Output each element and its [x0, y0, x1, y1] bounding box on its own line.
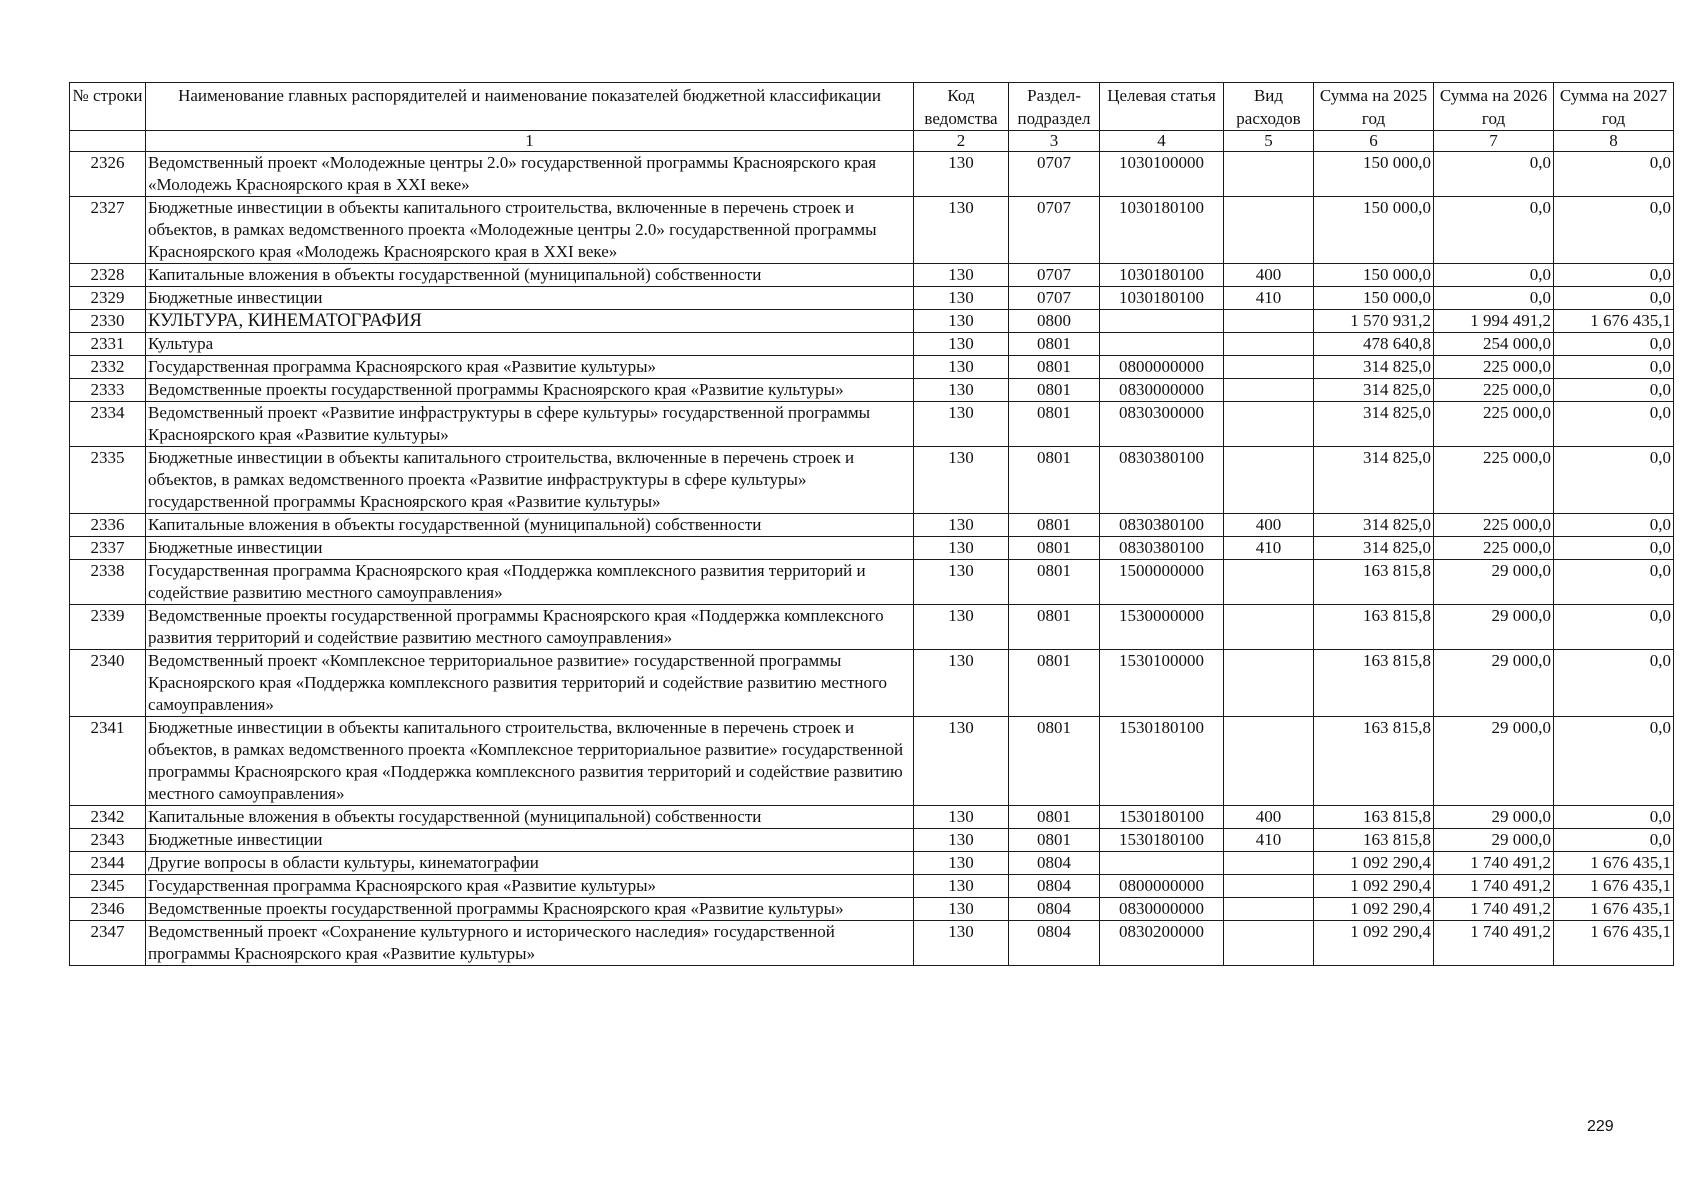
row-target-article: 0830380100 — [1100, 537, 1224, 560]
row-name: Капитальные вложения в объекты государственной (муниципальной) собственности — [146, 806, 914, 829]
row-sum-2025: 163 815,8 — [1314, 560, 1434, 605]
row-sum-2025: 314 825,0 — [1314, 447, 1434, 514]
header-name: Наименование главных распорядителей и наименование показателей бюджетной классификации — [146, 83, 914, 131]
row-number: 2333 — [70, 379, 146, 402]
row-number: 2334 — [70, 402, 146, 447]
row-number: 2342 — [70, 806, 146, 829]
row-target-article: 0830380100 — [1100, 514, 1224, 537]
row-section: 0801 — [1009, 605, 1100, 650]
row-dept-code: 130 — [914, 152, 1009, 197]
table-header — [70, 83, 1674, 152]
row-sum-2026: 29 000,0 — [1434, 829, 1554, 852]
row-sum-2025: 314 825,0 — [1314, 402, 1434, 447]
row-number: 2326 — [70, 152, 146, 197]
row-number: 2331 — [70, 333, 146, 356]
row-name: Бюджетные инвестиции — [146, 829, 914, 852]
row-target-article: 1530000000 — [1100, 605, 1224, 650]
row-sum-2027: 0,0 — [1554, 605, 1674, 650]
row-section: 0801 — [1009, 402, 1100, 447]
row-section: 0801 — [1009, 514, 1100, 537]
row-sum-2026: 1 740 491,2 — [1434, 875, 1554, 898]
row-sum-2025: 163 815,8 — [1314, 650, 1434, 717]
row-name: Бюджетные инвестиции — [146, 537, 914, 560]
row-name: Культура — [146, 333, 914, 356]
row-target-article: 1030180100 — [1100, 287, 1224, 310]
header-sum-2027: Сумма на 2027 год — [1554, 83, 1674, 131]
row-sum-2027: 0,0 — [1554, 650, 1674, 717]
row-target-article: 1530180100 — [1100, 806, 1224, 829]
row-expense-type — [1224, 605, 1314, 650]
header-sum-2026: Сумма на 2026 год — [1434, 83, 1554, 131]
row-section: 0801 — [1009, 333, 1100, 356]
row-sum-2027: 0,0 — [1554, 333, 1674, 356]
row-sum-2025: 150 000,0 — [1314, 152, 1434, 197]
row-number: 2341 — [70, 717, 146, 806]
row-name: Государственная программа Красноярского края «Развитие культуры» — [146, 875, 914, 898]
row-expense-type — [1224, 560, 1314, 605]
row-section: 0801 — [1009, 717, 1100, 806]
row-name: Ведомственный проект «Комплексное территориальное развитие» государственной программы Красноярского края «Поддержка комплексного развития территорий и содействие развитию местного самоуправления» — [146, 650, 914, 717]
table-row — [70, 287, 1674, 310]
header-row — [70, 83, 1674, 131]
row-sum-2027: 0,0 — [1554, 264, 1674, 287]
row-dept-code: 130 — [914, 514, 1009, 537]
row-number: 2336 — [70, 514, 146, 537]
row-sum-2026: 0,0 — [1434, 152, 1554, 197]
row-sum-2026: 29 000,0 — [1434, 605, 1554, 650]
row-name: Ведомственный проект «Развитие инфраструктуры в сфере культуры» государственной программы Красноярского края «Развитие культуры» — [146, 402, 914, 447]
row-section: 0707 — [1009, 264, 1100, 287]
row-dept-code: 130 — [914, 898, 1009, 921]
row-sum-2027: 1 676 435,1 — [1554, 875, 1674, 898]
table-row — [70, 333, 1674, 356]
row-sum-2025: 1 092 290,4 — [1314, 875, 1434, 898]
row-dept-code: 130 — [914, 379, 1009, 402]
column-number: 6 — [1314, 131, 1434, 152]
row-section: 0804 — [1009, 852, 1100, 875]
row-dept-code: 130 — [914, 717, 1009, 806]
row-sum-2026: 225 000,0 — [1434, 402, 1554, 447]
row-section: 0801 — [1009, 650, 1100, 717]
row-target-article: 1530100000 — [1100, 650, 1224, 717]
table-row — [70, 852, 1674, 875]
page-number: 229 — [1587, 1118, 1614, 1135]
table-row — [70, 898, 1674, 921]
table-row — [70, 537, 1674, 560]
row-name: КУЛЬТУРА, КИНЕМАТОГРАФИЯ — [146, 310, 914, 333]
row-section: 0801 — [1009, 537, 1100, 560]
row-section: 0804 — [1009, 875, 1100, 898]
row-sum-2026: 225 000,0 — [1434, 356, 1554, 379]
row-name: Капитальные вложения в объекты государственной (муниципальной) собственности — [146, 514, 914, 537]
row-expense-type — [1224, 310, 1314, 333]
row-expense-type: 400 — [1224, 806, 1314, 829]
row-sum-2026: 1 740 491,2 — [1434, 921, 1554, 966]
row-number: 2339 — [70, 605, 146, 650]
row-sum-2025: 314 825,0 — [1314, 514, 1434, 537]
row-expense-type: 410 — [1224, 537, 1314, 560]
row-name: Бюджетные инвестиции в объекты капитального строительства, включенные в перечень строек и объектов, в рамках ведомственного проекта «Комплексное территориальное развитие» государственной программы Красноярского края «Поддержка комплексного развития территорий и содействие развитию местного самоуправления» — [146, 717, 914, 806]
row-sum-2025: 150 000,0 — [1314, 287, 1434, 310]
row-name: Капитальные вложения в объекты государственной (муниципальной) собственности — [146, 264, 914, 287]
row-name: Бюджетные инвестиции в объекты капитального строительства, включенные в перечень строек и объектов, в рамках ведомственного проекта «Молодежные центры 2.0» государственной программы Красноярского края «Молодежь Красноярского края в XXI веке» — [146, 197, 914, 264]
row-target-article: 1030100000 — [1100, 152, 1224, 197]
table-row — [70, 152, 1674, 197]
row-target-article: 1030180100 — [1100, 264, 1224, 287]
row-dept-code: 130 — [914, 402, 1009, 447]
row-sum-2025: 314 825,0 — [1314, 379, 1434, 402]
table-row — [70, 310, 1674, 333]
row-sum-2027: 0,0 — [1554, 447, 1674, 514]
row-section: 0801 — [1009, 806, 1100, 829]
row-sum-2027: 1 676 435,1 — [1554, 310, 1674, 333]
row-sum-2026: 0,0 — [1434, 264, 1554, 287]
row-target-article: 1530180100 — [1100, 829, 1224, 852]
row-number: 2330 — [70, 310, 146, 333]
row-number: 2337 — [70, 537, 146, 560]
row-section: 0707 — [1009, 152, 1100, 197]
row-dept-code: 130 — [914, 875, 1009, 898]
table-row — [70, 402, 1674, 447]
row-sum-2026: 0,0 — [1434, 197, 1554, 264]
row-sum-2025: 163 815,8 — [1314, 806, 1434, 829]
row-target-article — [1100, 310, 1224, 333]
table-row — [70, 650, 1674, 717]
row-expense-type — [1224, 152, 1314, 197]
row-sum-2027: 0,0 — [1554, 560, 1674, 605]
row-name: Бюджетные инвестиции в объекты капитального строительства, включенные в перечень строек и объектов, в рамках ведомственного проекта «Развитие инфраструктуры в сфере культуры» государственной программы Красноярского края «Развитие культуры» — [146, 447, 914, 514]
table-row — [70, 806, 1674, 829]
row-name: Другие вопросы в области культуры, кинематографии — [146, 852, 914, 875]
row-name: Бюджетные инвестиции — [146, 287, 914, 310]
row-sum-2027: 0,0 — [1554, 356, 1674, 379]
row-sum-2025: 163 815,8 — [1314, 829, 1434, 852]
row-name: Государственная программа Красноярского края «Поддержка комплексного развития территорий и содействие развитию местного самоуправления» — [146, 560, 914, 605]
table-row — [70, 921, 1674, 966]
header-dept-code: Код ведомства — [914, 83, 1009, 131]
header-row-no: № строки — [70, 83, 146, 131]
column-number-blank — [70, 131, 146, 152]
row-dept-code: 130 — [914, 356, 1009, 379]
row-number: 2329 — [70, 287, 146, 310]
row-dept-code: 130 — [914, 806, 1009, 829]
row-sum-2025: 163 815,8 — [1314, 605, 1434, 650]
row-section: 0804 — [1009, 921, 1100, 966]
row-sum-2026: 254 000,0 — [1434, 333, 1554, 356]
row-sum-2025: 1 092 290,4 — [1314, 898, 1434, 921]
row-dept-code: 130 — [914, 560, 1009, 605]
row-number: 2347 — [70, 921, 146, 966]
row-dept-code: 130 — [914, 447, 1009, 514]
row-expense-type — [1224, 717, 1314, 806]
row-target-article — [1100, 852, 1224, 875]
row-expense-type — [1224, 852, 1314, 875]
row-expense-type — [1224, 402, 1314, 447]
column-number: 7 — [1434, 131, 1554, 152]
row-target-article: 0800000000 — [1100, 875, 1224, 898]
row-expense-type: 400 — [1224, 264, 1314, 287]
row-section: 0801 — [1009, 560, 1100, 605]
row-sum-2027: 0,0 — [1554, 537, 1674, 560]
row-sum-2027: 0,0 — [1554, 717, 1674, 806]
table-row — [70, 447, 1674, 514]
table-row — [70, 829, 1674, 852]
row-sum-2026: 29 000,0 — [1434, 806, 1554, 829]
row-sum-2027: 0,0 — [1554, 152, 1674, 197]
table-row — [70, 560, 1674, 605]
budget-table — [69, 82, 1674, 966]
row-target-article: 1030180100 — [1100, 197, 1224, 264]
row-sum-2025: 314 825,0 — [1314, 537, 1434, 560]
row-sum-2027: 0,0 — [1554, 514, 1674, 537]
row-sum-2026: 225 000,0 — [1434, 447, 1554, 514]
column-number: 1 — [146, 131, 914, 152]
table-row — [70, 197, 1674, 264]
row-sum-2025: 150 000,0 — [1314, 264, 1434, 287]
row-name: Ведомственные проекты государственной программы Красноярского края «Развитие культуры» — [146, 898, 914, 921]
row-section: 0707 — [1009, 197, 1100, 264]
row-name: Государственная программа Красноярского края «Развитие культуры» — [146, 356, 914, 379]
column-number-row — [70, 131, 1674, 152]
row-sum-2026: 1 740 491,2 — [1434, 852, 1554, 875]
row-sum-2027: 1 676 435,1 — [1554, 898, 1674, 921]
row-dept-code: 130 — [914, 287, 1009, 310]
row-sum-2027: 0,0 — [1554, 197, 1674, 264]
row-sum-2025: 1 570 931,2 — [1314, 310, 1434, 333]
row-dept-code: 130 — [914, 264, 1009, 287]
column-number: 4 — [1100, 131, 1224, 152]
row-expense-type — [1224, 650, 1314, 717]
row-dept-code: 130 — [914, 537, 1009, 560]
row-sum-2027: 0,0 — [1554, 806, 1674, 829]
row-number: 2344 — [70, 852, 146, 875]
row-number: 2327 — [70, 197, 146, 264]
row-dept-code: 130 — [914, 852, 1009, 875]
row-target-article — [1100, 333, 1224, 356]
header-section: Раздел- подраздел — [1009, 83, 1100, 131]
row-sum-2027: 1 676 435,1 — [1554, 921, 1674, 966]
row-dept-code: 130 — [914, 650, 1009, 717]
row-sum-2027: 0,0 — [1554, 379, 1674, 402]
row-expense-type: 400 — [1224, 514, 1314, 537]
row-number: 2328 — [70, 264, 146, 287]
row-expense-type — [1224, 356, 1314, 379]
column-number: 3 — [1009, 131, 1100, 152]
row-target-article: 0830200000 — [1100, 921, 1224, 966]
row-name: Ведомственный проект «Сохранение культурного и исторического наследия» государственной программы Красноярского края «Развитие культуры» — [146, 921, 914, 966]
row-number: 2335 — [70, 447, 146, 514]
row-sum-2025: 314 825,0 — [1314, 356, 1434, 379]
row-expense-type: 410 — [1224, 287, 1314, 310]
row-expense-type — [1224, 898, 1314, 921]
row-sum-2027: 0,0 — [1554, 402, 1674, 447]
row-section: 0804 — [1009, 898, 1100, 921]
row-name: Ведомственные проекты государственной программы Красноярского края «Развитие культуры» — [146, 379, 914, 402]
row-sum-2025: 163 815,8 — [1314, 717, 1434, 806]
table-row — [70, 379, 1674, 402]
row-expense-type — [1224, 197, 1314, 264]
row-expense-type: 410 — [1224, 829, 1314, 852]
row-dept-code: 130 — [914, 605, 1009, 650]
table-row — [70, 264, 1674, 287]
row-dept-code: 130 — [914, 333, 1009, 356]
row-sum-2026: 1 740 491,2 — [1434, 898, 1554, 921]
table-row — [70, 514, 1674, 537]
row-sum-2027: 0,0 — [1554, 287, 1674, 310]
row-dept-code: 130 — [914, 197, 1009, 264]
row-number: 2340 — [70, 650, 146, 717]
row-sum-2027: 1 676 435,1 — [1554, 852, 1674, 875]
row-target-article: 1530180100 — [1100, 717, 1224, 806]
row-sum-2025: 150 000,0 — [1314, 197, 1434, 264]
row-sum-2026: 225 000,0 — [1434, 514, 1554, 537]
header-sum-2025: Сумма на 2025 год — [1314, 83, 1434, 131]
row-sum-2026: 1 994 491,2 — [1434, 310, 1554, 333]
table-body — [70, 152, 1674, 966]
row-sum-2026: 29 000,0 — [1434, 717, 1554, 806]
row-expense-type — [1224, 447, 1314, 514]
column-number: 2 — [914, 131, 1009, 152]
header-target-article: Целевая статья — [1100, 83, 1224, 131]
row-sum-2027: 0,0 — [1554, 829, 1674, 852]
row-expense-type — [1224, 333, 1314, 356]
table-row — [70, 356, 1674, 379]
row-expense-type — [1224, 875, 1314, 898]
row-dept-code: 130 — [914, 310, 1009, 333]
row-number: 2338 — [70, 560, 146, 605]
row-number: 2343 — [70, 829, 146, 852]
row-sum-2026: 225 000,0 — [1434, 379, 1554, 402]
row-target-article: 0800000000 — [1100, 356, 1224, 379]
row-target-article: 1500000000 — [1100, 560, 1224, 605]
row-target-article: 0830000000 — [1100, 898, 1224, 921]
row-expense-type — [1224, 921, 1314, 966]
header-expense-type: Вид расходов — [1224, 83, 1314, 131]
row-number: 2346 — [70, 898, 146, 921]
row-sum-2026: 0,0 — [1434, 287, 1554, 310]
row-section: 0801 — [1009, 829, 1100, 852]
row-number: 2345 — [70, 875, 146, 898]
row-target-article: 0830380100 — [1100, 447, 1224, 514]
row-sum-2026: 29 000,0 — [1434, 560, 1554, 605]
row-expense-type — [1224, 379, 1314, 402]
column-number: 5 — [1224, 131, 1314, 152]
row-section: 0801 — [1009, 447, 1100, 514]
row-dept-code: 130 — [914, 921, 1009, 966]
row-target-article: 0830000000 — [1100, 379, 1224, 402]
row-sum-2025: 1 092 290,4 — [1314, 852, 1434, 875]
row-target-article: 0830300000 — [1100, 402, 1224, 447]
row-sum-2025: 1 092 290,4 — [1314, 921, 1434, 966]
table-row — [70, 717, 1674, 806]
table-row — [70, 875, 1674, 898]
row-name: Ведомственные проекты государственной программы Красноярского края «Поддержка комплексного развития территорий и содействие развитию местного самоуправления» — [146, 605, 914, 650]
row-section: 0800 — [1009, 310, 1100, 333]
row-name: Ведомственный проект «Молодежные центры 2.0» государственной программы Красноярского края «Молодежь Красноярского края в XXI веке» — [146, 152, 914, 197]
row-number: 2332 — [70, 356, 146, 379]
row-sum-2026: 225 000,0 — [1434, 537, 1554, 560]
row-dept-code: 130 — [914, 829, 1009, 852]
row-section: 0707 — [1009, 287, 1100, 310]
table-row — [70, 605, 1674, 650]
row-section: 0801 — [1009, 356, 1100, 379]
column-number: 8 — [1554, 131, 1674, 152]
row-sum-2026: 29 000,0 — [1434, 650, 1554, 717]
row-section: 0801 — [1009, 379, 1100, 402]
row-sum-2025: 478 640,8 — [1314, 333, 1434, 356]
